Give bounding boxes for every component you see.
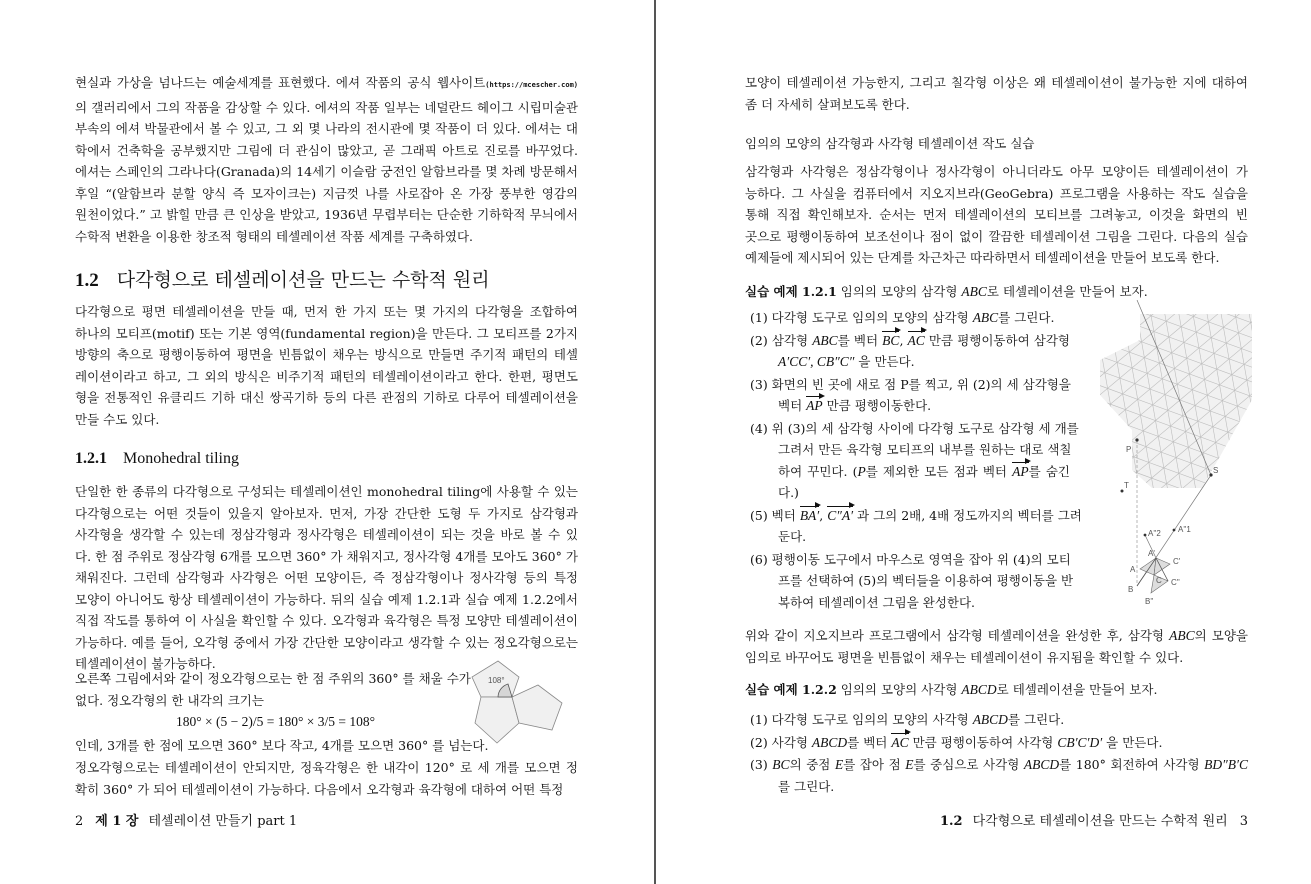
text-line [778,570,1074,592]
text-line [75,503,578,525]
text: 원천이었다.” 고 밝힐 만큼 큰 인상을 받았고, 1936년 무렵부터는 단순한 기하학적 무늬에서 [75,207,578,222]
text-line [750,732,1248,754]
step-item [750,505,1082,548]
label-s: S [1213,466,1219,475]
text: (4) 위 (3)의 세 삼각형 사이에 다각형 도구로 삼각형 세 개를 [750,420,1079,436]
grid-line [1090,300,1096,610]
step-item [750,374,1070,417]
grid-line [1090,300,1109,610]
math-expression: ABC [972,310,999,325]
text-line [750,709,1248,731]
text: (2) 사각형 [750,734,812,750]
text: 현실과 가상을 넘나드는 예술세계를 표현했다. 에셔 작품의 공식 웹사이트 [75,75,486,90]
text-line [75,757,578,779]
text: 다각형으로는 어떤 것들이 있을지 알아보자. 먼저, 가장 간단한 도형 두 가지로 삼각형과 [75,505,578,521]
tessellation-region [1100,314,1252,488]
subsection-number: 1.2.1 [75,450,107,467]
text-line [778,592,1070,614]
text: (1) 다각형 도구로 임의의 모양의 사각형 [750,712,973,727]
grid-line [1090,300,1169,306]
text: 를 그린다. [998,310,1055,325]
text: 를 제외한 모든 점과 벡터 [865,463,1013,479]
practice-heading-text: 임의의 모양의 삼각형과 사각형 테셀레이션 작도 실습 [745,136,1035,151]
text: 만큼 평행이동한다. [822,398,932,413]
text-line [75,610,578,632]
text-line [75,72,578,97]
paragraph-result [745,625,1248,668]
text-line [745,679,1248,701]
geogebra-tessellation-figure [1090,300,1255,610]
math-expression: A′CC′, CB″C″ [778,354,855,369]
text-line [778,461,1070,483]
section-title: 다각형으로 테셀레이션을 만드는 수학적 원리 [972,814,1228,829]
text-line [75,589,578,611]
text: (1) 다각형 도구로 임의의 모양의 삼각형 [750,310,973,325]
grid-line [1090,480,1255,610]
math-expression: BC [772,757,790,772]
text-line [745,247,1248,269]
page-number: 2 [75,814,84,829]
text: 부속의 에셔 박물관에서 볼 수 있고, 그 외 몇 나라의 전시관에 몇 작품이 더 있다. 에셔는 대 [75,121,578,136]
math-expression: P [857,463,866,479]
step-item [750,330,1070,373]
text: 를 그린다. [1007,712,1065,727]
text: 레이션이라고 하고, 그 외의 방식은 비주기적 패턴의 테셀레이션이라고 한다. 한편, 평면도 [75,368,578,384]
page-number: 3 [1239,814,1248,829]
text-line [750,505,1082,527]
text-line [745,72,1248,94]
text: 없다. 정오각형의 한 내각의 크기는 [75,692,264,708]
text-line [745,183,1248,205]
text: 학에서 건축학을 공부했지만 그림에 더 관심이 많았고, 곧 그래픽 아트로 진로를 바꾸었다. [75,142,578,158]
vector: BC [882,332,900,348]
text-line [745,204,1248,226]
paragraph-escher [75,72,578,247]
text: 테셀레이션이 불가능하다. [75,656,216,671]
text: 단일한 한 종류의 다각형으로 구성되는 테셀레이션인 monohedral tiling에 사용할 수 있는 [75,484,578,499]
text: 확히 360° 가 되어 테셀레이션이 가능하다. 다음에서 오각형과 육각형에 대하여 어떤 특정 [75,781,564,797]
text-line [745,94,1248,116]
step-item [750,732,1248,754]
text-line [75,161,578,183]
text: , [819,507,828,523]
subsection-title: Monohedral tiling [123,450,239,467]
vector: AP [1012,463,1029,479]
text-line [745,625,1248,647]
text: 의 모양을 [1194,628,1248,643]
text-line [778,526,1070,548]
example-2-title [745,679,1248,701]
text: 형을 전통적인 유클리드 기하 대신 쌍곡기하 등의 다른 관점의 기하로 다루어 테셀레이션을 [75,390,578,405]
math-expression: ABCD [811,734,848,750]
angle-label: 108° [488,676,505,685]
grid-line [1217,526,1255,610]
text-line [75,226,578,248]
text-line [750,549,1070,571]
label-c-prime: C' [1173,557,1181,566]
text-line [75,140,578,162]
text: 통해 직접 확인해보자. 순서는 먼저 테셀레이션의 모티브를 그려놓고, 이것을 화면의 빈 [745,207,1248,222]
label-c-double-prime: C'' [1171,578,1180,587]
text: 직접 작도를 통하여 이 사실을 확인할 수 있다. 오각형과 육각형은 특정 모양만 테셀레이션이 [75,613,578,628]
text: 수학적 변환을 이용한 창조적 형태의 테셀레이션 작품 세계를 구축하였다. [75,228,474,244]
step-item [750,709,1248,731]
text: 모양이 아니어도 항상 테셀레이션이 가능하다. 뒤의 실습 예제 1.2.1과 실습 예제 1.2.2에서 [75,591,578,607]
text: (5) 벡터 [750,507,800,523]
text: (3) [750,757,773,772]
text: 만큼 평행이동하여 삼각형 [924,332,1071,348]
text-line [75,481,578,503]
text: 모양이 테셀레이션 가능한지, 그리고 칠각형 이상은 왜 테셀레이션이 불가능한 지에 대하여 [745,75,1248,90]
math-expression: BD″B′C [1204,757,1248,772]
text-line [75,323,578,345]
text: 를 중심으로 사각형 [913,757,1024,772]
subsection-heading [75,450,239,468]
text: (6) 평행이동 도구에서 마우스로 영역을 잡아 위 (4)의 모티 [750,551,1071,567]
text: 예제들에 제시되어 있는 단계를 차근차근 따라하면서 테셀레이션을 만들어 보도록 한다. [745,250,1220,265]
grid-line [1208,515,1255,610]
label-b: B [1128,585,1134,594]
triangle-abc [1140,558,1156,575]
text: 하나의 모티프(motif) 또는 기본 영역(fundamental region)을 만든다. 그 모티프를 2가지 [75,325,578,341]
grid-line [1090,467,1255,610]
text: 로 테셀레이션을 만들어 보자. [996,682,1158,697]
vector: BA′ [799,507,820,523]
text: 하여 꾸민다. ( [778,463,858,479]
text: 채워진다. 그런데 삼각형과 사각형은 어떤 모양이든, 즉 정삼각형이나 정사각형 등의 특정 [75,570,578,585]
text: 를 그린다. [778,778,835,794]
example-label: 실습 예제 1.2.2 [745,682,837,697]
label-t: T [1124,481,1129,490]
grid-line [1090,571,1255,610]
text-line [75,524,578,546]
label-b-double-prime: B'' [1145,597,1154,606]
text: 를 180° 회전하여 사각형 [1059,757,1205,772]
label-p: P [1126,445,1132,454]
text: 그려서 만든 육각형 모티프의 내부를 원하는 대로 색칠 [778,442,1072,457]
text: 임의의 모양의 사각형 [836,682,962,697]
text: 만큼 평행이동하여 사각형 [908,734,1058,750]
right-footer [940,810,1248,829]
text: 을 만든다. [1102,734,1163,750]
text-line [75,409,578,431]
text: 로 테셀레이션을 만들어 보자. [986,284,1148,299]
math-expression: ABCD [972,712,1008,727]
text: 다각형으로 평면 테셀레이션을 만들 때, 먼저 한 가지 또는 몇 가지의 다각형을 조합하여 [75,304,578,319]
math-expression: CB′C′D′ [1057,734,1103,750]
section-number: 1.2 [939,814,963,829]
label-a2: A''2 [1148,529,1161,538]
math-expression: ABCD [1023,757,1060,772]
text: (2) 삼각형 [750,332,813,348]
text-line [75,183,578,205]
text: 프를 선택하여 (5)의 벡터들을 이용하여 평행이동을 반 [778,573,1074,588]
text-line [75,779,578,801]
vector: AC [891,734,909,750]
text: 오른쪽 그림에서와 같이 정오각형으로는 한 점 주위의 360° 를 채울 수가 [75,671,471,686]
pentagon-figure [466,655,576,750]
text: 곳으로 평행이동하여 보조선이나 점이 없이 깔끔한 테셀레이션 그림을 그린다. 다음의 실습 [745,228,1248,244]
text: 에셔는 스페인의 그라나다(Granada)의 14세기 이슬람 궁전인 알함브라를 몇 차례 방문해서 [75,164,578,179]
text: 위와 같이 지오지브라 프로그램에서 삼각형 테셀레이션을 완성한 후, 삼각형 [745,628,1170,643]
text-line [778,776,1248,798]
text: 다. 한 점 주위로 정삼각형 6개를 모으면 360° 가 채워지고, 정사각형 4개를 모아도 360° 가 [75,548,578,564]
step-item [750,418,1079,504]
math-expression: ABC [1169,628,1195,643]
page-divider [654,0,656,884]
text: 둔다. [778,529,807,544]
text-line [75,301,578,323]
chapter-label: 제 1 장 [95,814,139,829]
text-line [778,395,1070,417]
label-a: A [1130,565,1136,574]
text-line [750,754,1248,776]
step-item [750,754,1248,797]
text-line [75,690,453,712]
text: 을 만든다. [854,354,915,369]
text: 사각형을 생각할 수 있는데 정삼각형과 정사각형은 테셀레이션이 되는 것을 바로 볼 수 있 [75,527,578,542]
pentagon-bottom [475,697,519,743]
text: 후일 “(알함브라 분할 양식 즉 모자이크는) 지금껏 나를 사로잡아 온 가장 풍부한 영감의 [75,185,578,201]
text-line [75,97,578,119]
text-line [75,204,578,226]
text-line [75,668,471,690]
text: , [899,332,908,348]
paragraph-geogebra [745,161,1248,269]
text: 의 중점 [789,757,835,772]
step-item [750,307,1070,329]
text: (3) 화면의 빈 곳에 새로 점 P를 찍고, 위 (2)의 세 삼각형을 [750,376,1071,392]
interior-angle-formula: 180° × (5 − 2)/5 = 180° × 3/5 = 108° [176,714,376,729]
text-line [750,418,1079,440]
paragraph-continued [745,72,1248,115]
practice-heading [745,133,1248,155]
label-a1: A''1 [1178,525,1191,534]
text: 능하다. 그 사실을 컴퓨터에서 지오지브라(GeoGebra) 프로그램을 사용하는 작도 실습을 [745,185,1248,201]
text-line [75,118,578,140]
chapter-title: 테셀레이션 만들기 part 1 [148,814,298,829]
step-item [750,549,1074,614]
paragraph-hexagon [75,757,578,800]
text-line [75,567,578,589]
text: 정오각형으로는 테셀레이션이 안되지만, 정육각형은 한 내각이 120° 로 세 개를 모으면 정 [75,760,578,775]
vector: AP [806,398,823,413]
example-2-steps [750,709,1248,798]
text: 의 갤러리에서 그의 작품을 감상할 수 있다. 에셔의 작품 일부는 네덜란드 헤이그 시립미술관 [75,99,578,115]
text-line [750,374,1070,396]
text: 를 벡터 [847,734,892,750]
grid-line [1191,494,1255,610]
section-heading [75,265,490,292]
label-c: C [1156,576,1162,585]
left-footer [75,810,297,829]
text: 가능하다. 예를 들어, 오각형 중에서 가장 간단한 모양이라고 생각할 수 있는 정오각형으로는 [75,634,578,650]
text: 를 숨긴 [1028,463,1070,479]
text: 방향의 축으로 평행이동하여 평면을 빈틈없이 채우는 방식으로 만들면 주기적 패턴의 테셀 [75,347,578,362]
math-expression: ABC [961,284,987,299]
example-label: 실습 예제 1.2.1 [745,284,837,299]
grid-line [1173,473,1255,610]
vector: C″A′ [827,507,854,523]
vector: AC [907,332,925,348]
text: 좀 더 자세히 살펴보도록 한다. [745,96,910,112]
section-number: 1.2 [75,270,99,291]
grid-line [1090,597,1255,610]
text-line [75,632,578,654]
text: 임의의 모양의 삼각형 [836,284,962,299]
grid-line [1090,584,1255,610]
text: 를 잡아 점 [843,757,906,772]
text-line [778,351,1070,373]
text: 만들 수도 있다. [75,411,160,427]
paragraph-monohedral [75,481,578,675]
example-1-steps [750,307,1082,614]
text-line [75,344,578,366]
text-line [750,330,1070,352]
pentagon-right [512,685,562,730]
text-line [778,482,1070,504]
text: 벡터 [778,398,807,413]
math-expression: E [834,757,844,772]
text: 를 벡터 [837,332,883,348]
label-a-prime: A' [1148,549,1155,558]
text-line [750,307,1070,329]
text: 다.) [778,485,799,500]
url-text: (https://mcescher.com) [485,81,578,89]
text-line [745,647,1248,669]
text-line [75,366,578,388]
point-p [1135,438,1138,441]
text: 인데, 3개를 한 점에 모으면 360° 보다 작고, 4개를 모으면 360° 를 넘는다. [75,738,489,753]
grid-line [1090,493,1255,610]
math-expression: ABC [812,332,838,348]
text: 복하여 테셀레이션 그림을 완성한다. [778,594,976,610]
math-expression: ABCD [961,682,997,697]
section-title: 다각형으로 테셀레이션을 만드는 수학적 원리 [116,269,490,291]
text-line [745,226,1248,248]
paragraph-tessellation-principle [75,301,578,430]
text-line [745,161,1248,183]
grid-line [1090,300,1255,307]
grid-line [1090,532,1255,610]
grid-line [1090,300,1123,610]
text: 삼각형과 사각형은 정삼각형이나 정사각형이 아니더라도 아무 모양이든 테셀레이션이 가 [745,164,1248,179]
grid-line [1200,504,1255,610]
text-line [75,387,578,409]
text: 임의로 바꾸어도 평면을 빈틈없이 채우는 테셀레이션이 유지됨을 확인할 수 있다. [745,649,1184,665]
text: 과 그의 2배, 4배 정도까지의 벡터를 그려 [853,507,1082,523]
text-line [75,546,578,568]
paragraph-pentagon [75,668,471,711]
math-expression: E [905,757,914,772]
